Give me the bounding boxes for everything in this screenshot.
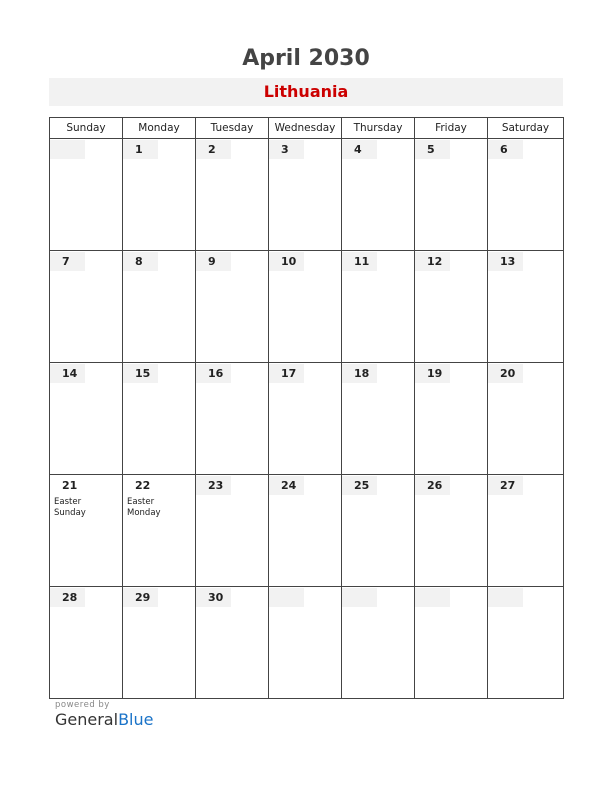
day-cell[interactable] <box>123 475 196 587</box>
weekday-sunday: Sunday <box>50 118 123 139</box>
country-name: Lithuania <box>263 82 349 101</box>
generalblue-logo[interactable] <box>55 710 153 729</box>
day-number: 27 <box>488 476 523 495</box>
day-number: 26 <box>415 476 450 495</box>
day-cell[interactable] <box>196 251 269 363</box>
weekday-header-row <box>50 118 564 139</box>
holiday-label: Easter Monday <box>127 497 161 518</box>
day-number: 18 <box>342 364 377 383</box>
day-cell[interactable] <box>123 139 196 251</box>
day-cell[interactable] <box>123 587 196 699</box>
day-number <box>269 588 304 607</box>
weekday-friday: Friday <box>415 118 488 139</box>
day-number: 9 <box>196 252 231 271</box>
weekday-monday: Monday <box>123 118 196 139</box>
day-cell[interactable] <box>342 587 415 699</box>
day-number <box>342 588 377 607</box>
day-number: 4 <box>342 140 377 159</box>
day-number <box>488 588 523 607</box>
day-number: 6 <box>488 140 523 159</box>
calendar-grid <box>49 117 564 699</box>
day-cell[interactable] <box>269 139 342 251</box>
day-cell[interactable] <box>269 475 342 587</box>
day-cell[interactable] <box>488 139 564 251</box>
day-number: 16 <box>196 364 231 383</box>
day-number: 7 <box>50 252 85 271</box>
day-number: 10 <box>269 252 304 271</box>
day-number <box>415 588 450 607</box>
day-cell[interactable] <box>415 475 488 587</box>
day-cell[interactable] <box>269 587 342 699</box>
powered-by-text: powered by <box>55 700 110 710</box>
day-cell[interactable] <box>342 363 415 475</box>
day-number: 8 <box>123 252 158 271</box>
page-title: April 2030 <box>242 46 370 71</box>
day-number: 29 <box>123 588 158 607</box>
day-number: 22 <box>135 479 151 492</box>
day-number <box>50 140 85 159</box>
day-cell[interactable] <box>415 363 488 475</box>
day-cell[interactable] <box>123 251 196 363</box>
week-row <box>50 475 564 587</box>
day-number: 11 <box>342 252 377 271</box>
day-number: 17 <box>269 364 304 383</box>
day-cell[interactable] <box>342 475 415 587</box>
day-cell[interactable] <box>415 587 488 699</box>
day-number: 3 <box>269 140 304 159</box>
day-cell[interactable] <box>50 363 123 475</box>
week-row <box>50 251 564 363</box>
day-cell[interactable] <box>196 363 269 475</box>
day-number: 24 <box>269 476 304 495</box>
day-cell[interactable] <box>488 587 564 699</box>
day-cell[interactable] <box>488 251 564 363</box>
day-number: 1 <box>123 140 158 159</box>
week-row <box>50 139 564 251</box>
day-cell[interactable] <box>50 475 123 587</box>
day-number: 21 <box>62 479 78 492</box>
day-number: 23 <box>196 476 231 495</box>
weekday-tuesday: Tuesday <box>196 118 269 139</box>
day-number: 15 <box>123 364 158 383</box>
day-number: 28 <box>50 588 85 607</box>
day-cell[interactable] <box>488 475 564 587</box>
week-row <box>50 587 564 699</box>
day-cell[interactable] <box>488 363 564 475</box>
day-number: 25 <box>342 476 377 495</box>
day-cell[interactable] <box>196 475 269 587</box>
day-number: 12 <box>415 252 450 271</box>
day-cell[interactable] <box>50 251 123 363</box>
brand-general: General <box>55 710 119 729</box>
day-number: 30 <box>196 588 231 607</box>
holiday-label: Easter Sunday <box>54 497 86 518</box>
day-cell[interactable] <box>342 139 415 251</box>
day-number: 5 <box>415 140 450 159</box>
day-cell[interactable] <box>415 251 488 363</box>
day-number: 19 <box>415 364 450 383</box>
day-number: 14 <box>50 364 85 383</box>
footer <box>55 700 153 729</box>
day-cell[interactable] <box>415 139 488 251</box>
day-cell[interactable] <box>269 251 342 363</box>
weekday-wednesday: Wednesday <box>269 118 342 139</box>
day-cell[interactable] <box>123 363 196 475</box>
brand-blue: Blue <box>118 710 154 729</box>
weekday-saturday: Saturday <box>488 118 564 139</box>
day-number: 13 <box>488 252 523 271</box>
weekday-thursday: Thursday <box>342 118 415 139</box>
day-cell[interactable] <box>196 139 269 251</box>
day-cell[interactable] <box>196 587 269 699</box>
day-cell[interactable] <box>50 139 123 251</box>
day-cell[interactable] <box>50 587 123 699</box>
day-number: 20 <box>488 364 523 383</box>
week-row <box>50 363 564 475</box>
day-cell[interactable] <box>269 363 342 475</box>
day-number: 2 <box>196 140 231 159</box>
country-bar <box>49 78 563 106</box>
day-cell[interactable] <box>342 251 415 363</box>
